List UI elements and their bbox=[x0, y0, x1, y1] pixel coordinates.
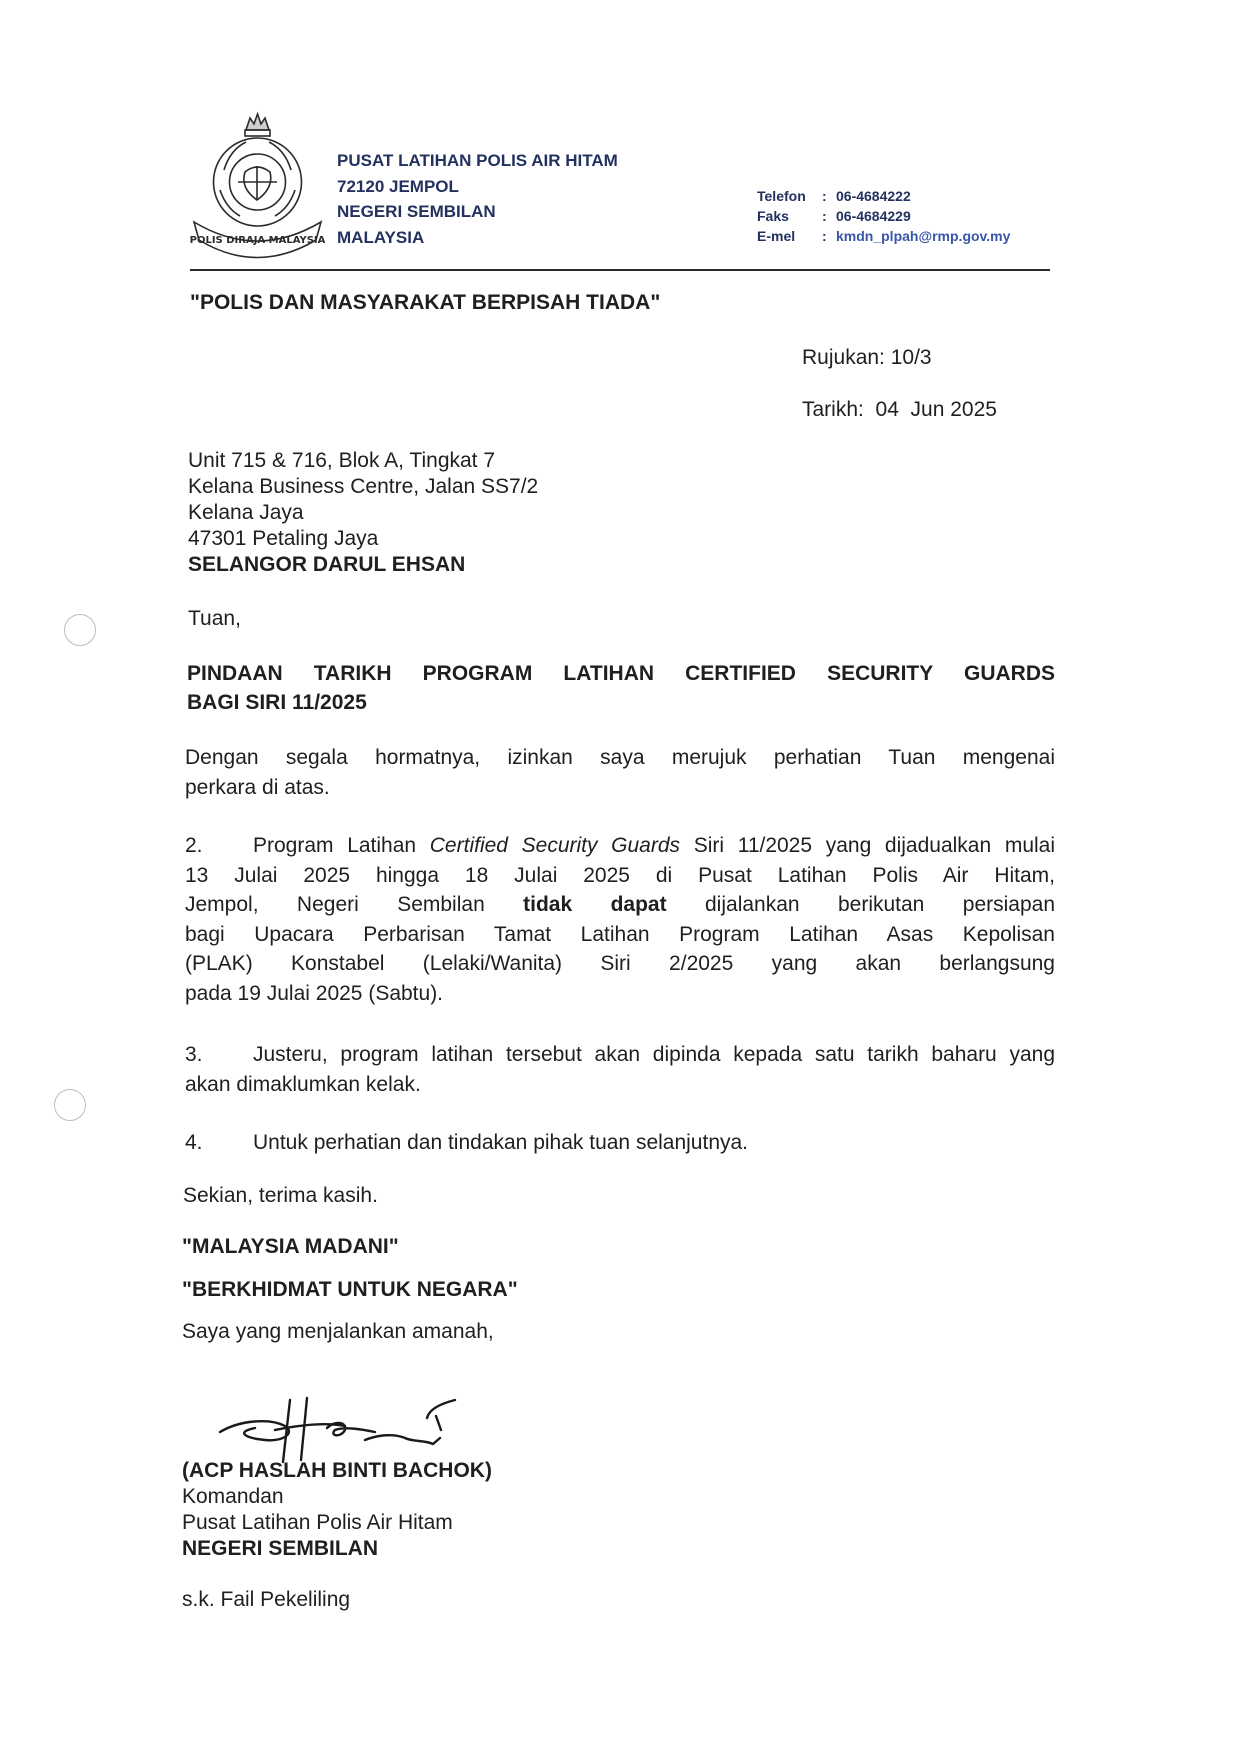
closing: Sekian, terima kasih. bbox=[183, 1184, 378, 1207]
carbon-copy: s.k. Fail Pekeliling bbox=[182, 1588, 351, 1611]
contact-value: 06-4684229 bbox=[836, 208, 911, 224]
email-link[interactable]: kmdn_plpah@rmp.gov.my bbox=[836, 228, 1011, 244]
paragraph-line bbox=[185, 1128, 1055, 1158]
police-crest-emblem bbox=[190, 110, 325, 260]
letterhead-divider bbox=[190, 269, 1050, 271]
contact-label: Faks bbox=[757, 208, 789, 224]
handwritten-signature bbox=[215, 1370, 475, 1465]
contact-value: 06-4684222 bbox=[836, 188, 911, 204]
subject-line: BAGI SIRI 11/2025 bbox=[187, 691, 367, 714]
text-segment: Program Latihan bbox=[253, 834, 430, 857]
address-line: Unit 715 & 716, Blok A, Tingkat 7 bbox=[188, 449, 496, 472]
org-state: NEGERI SEMBILAN bbox=[337, 202, 496, 221]
paragraph-line: akan dimaklumkan kelak. bbox=[185, 1072, 421, 1096]
paragraph-1 bbox=[185, 743, 1055, 802]
signer-title: Komandan bbox=[182, 1485, 284, 1508]
address-line: Kelana Business Centre, Jalan SS7/2 bbox=[188, 475, 539, 498]
paragraph-line: 13 Julai 2025 hingga 18 Julai 2025 di Pusat Latihan Polis Air Hitam, bbox=[185, 863, 1055, 887]
paragraph-2 bbox=[185, 831, 1055, 1008]
sign-off: Saya yang menjalankan amanah, bbox=[182, 1320, 494, 1343]
letter-date: Tarikh: 04 Jun 2025 bbox=[802, 398, 997, 421]
contact-label: E-mel bbox=[757, 228, 796, 244]
signer-state: NEGERI SEMBILAN bbox=[182, 1537, 379, 1560]
contact-label: Telefon bbox=[757, 188, 806, 204]
text-segment: Jempol, Negeri Sembilan bbox=[185, 893, 524, 916]
subject-line: PINDAAN TARIKH PROGRAM LATIHAN CERTIFIED SECURITY GUARDS bbox=[187, 662, 1055, 685]
address-line: 47301 Petaling Jaya bbox=[188, 527, 379, 550]
address-state: SELANGOR DARUL EHSAN bbox=[188, 553, 466, 576]
paragraph-line: pada 19 Julai 2025 (Sabtu). bbox=[185, 981, 444, 1005]
text-segment: dijalankan berikutan persiapan bbox=[705, 893, 1055, 916]
paragraph-number: 3. bbox=[185, 1043, 203, 1066]
punch-hole-mark bbox=[54, 1089, 86, 1121]
text-bold: tidak dapat bbox=[523, 893, 667, 916]
paragraph-line bbox=[185, 831, 1055, 861]
paragraph-line bbox=[185, 890, 1055, 920]
org-postcode: 72120 JEMPOL bbox=[337, 176, 459, 196]
subject-heading bbox=[187, 659, 1055, 717]
contact-email: E-mel : kmdn_plpah@rmp.gov.my bbox=[757, 228, 1011, 244]
slogan-malaysia-madani: "MALAYSIA MADANI" bbox=[182, 1235, 399, 1258]
signer-block bbox=[182, 1458, 492, 1562]
recipient-address bbox=[188, 448, 538, 578]
text-segment: Siri 11/2025 yang dijadualkan mulai bbox=[680, 834, 1056, 857]
org-country: MALAYSIA bbox=[337, 227, 425, 247]
org-name: PUSAT LATIHAN POLIS AIR HITAM bbox=[337, 151, 618, 170]
paragraph-line bbox=[185, 1040, 1055, 1070]
paragraph-4 bbox=[185, 1128, 1055, 1158]
address-line: Kelana Jaya bbox=[188, 501, 304, 524]
paragraph-number: 4. bbox=[185, 1131, 203, 1154]
contact-fax: Faks : 06-4684229 bbox=[757, 208, 911, 224]
contact-phone: Telefon : 06-4684222 bbox=[757, 188, 911, 204]
slogan-berkhidmat: "BERKHIDMAT UNTUK NEGARA" bbox=[182, 1278, 518, 1301]
paragraph-number: 2. bbox=[185, 834, 203, 857]
text-segment: Untuk perhatian dan tindakan pihak tuan selanjutnya. bbox=[253, 1131, 749, 1154]
letterhead-contacts bbox=[757, 186, 1010, 246]
paragraph-line: (PLAK) Konstabel (Lelaki/Wanita) Siri 2/2025 yang akan berlangsung bbox=[185, 952, 1055, 975]
punch-hole-mark bbox=[64, 614, 96, 646]
salutation: Tuan, bbox=[188, 607, 241, 630]
paragraph-line: perkara di atas. bbox=[185, 775, 330, 799]
signer-name: (ACP HASLAH BINTI BACHOK) bbox=[182, 1459, 492, 1482]
motto: "POLIS DAN MASYARAKAT BERPISAH TIADA" bbox=[190, 291, 661, 314]
paragraph-line: bagi Upacara Perbarisan Tamat Latihan Program Latihan Asas Kepolisan bbox=[185, 922, 1055, 946]
text-segment: Justeru, program latihan tersebut akan dipinda kepada satu tarikh baharu yang bbox=[253, 1043, 1055, 1066]
signer-office: Pusat Latihan Polis Air Hitam bbox=[182, 1511, 453, 1534]
paragraph-line: Dengan segala hormatnya, izinkan saya merujuk perhatian Tuan mengenai bbox=[185, 746, 1055, 769]
letterhead-organization bbox=[337, 148, 618, 250]
paragraph-3 bbox=[185, 1040, 1055, 1099]
text-italic: Certified Security Guards bbox=[429, 834, 681, 857]
reference-number: Rujukan: 10/3 bbox=[802, 346, 932, 369]
emblem-text: POLIS DIRAJA MALAYSIA bbox=[190, 235, 325, 246]
